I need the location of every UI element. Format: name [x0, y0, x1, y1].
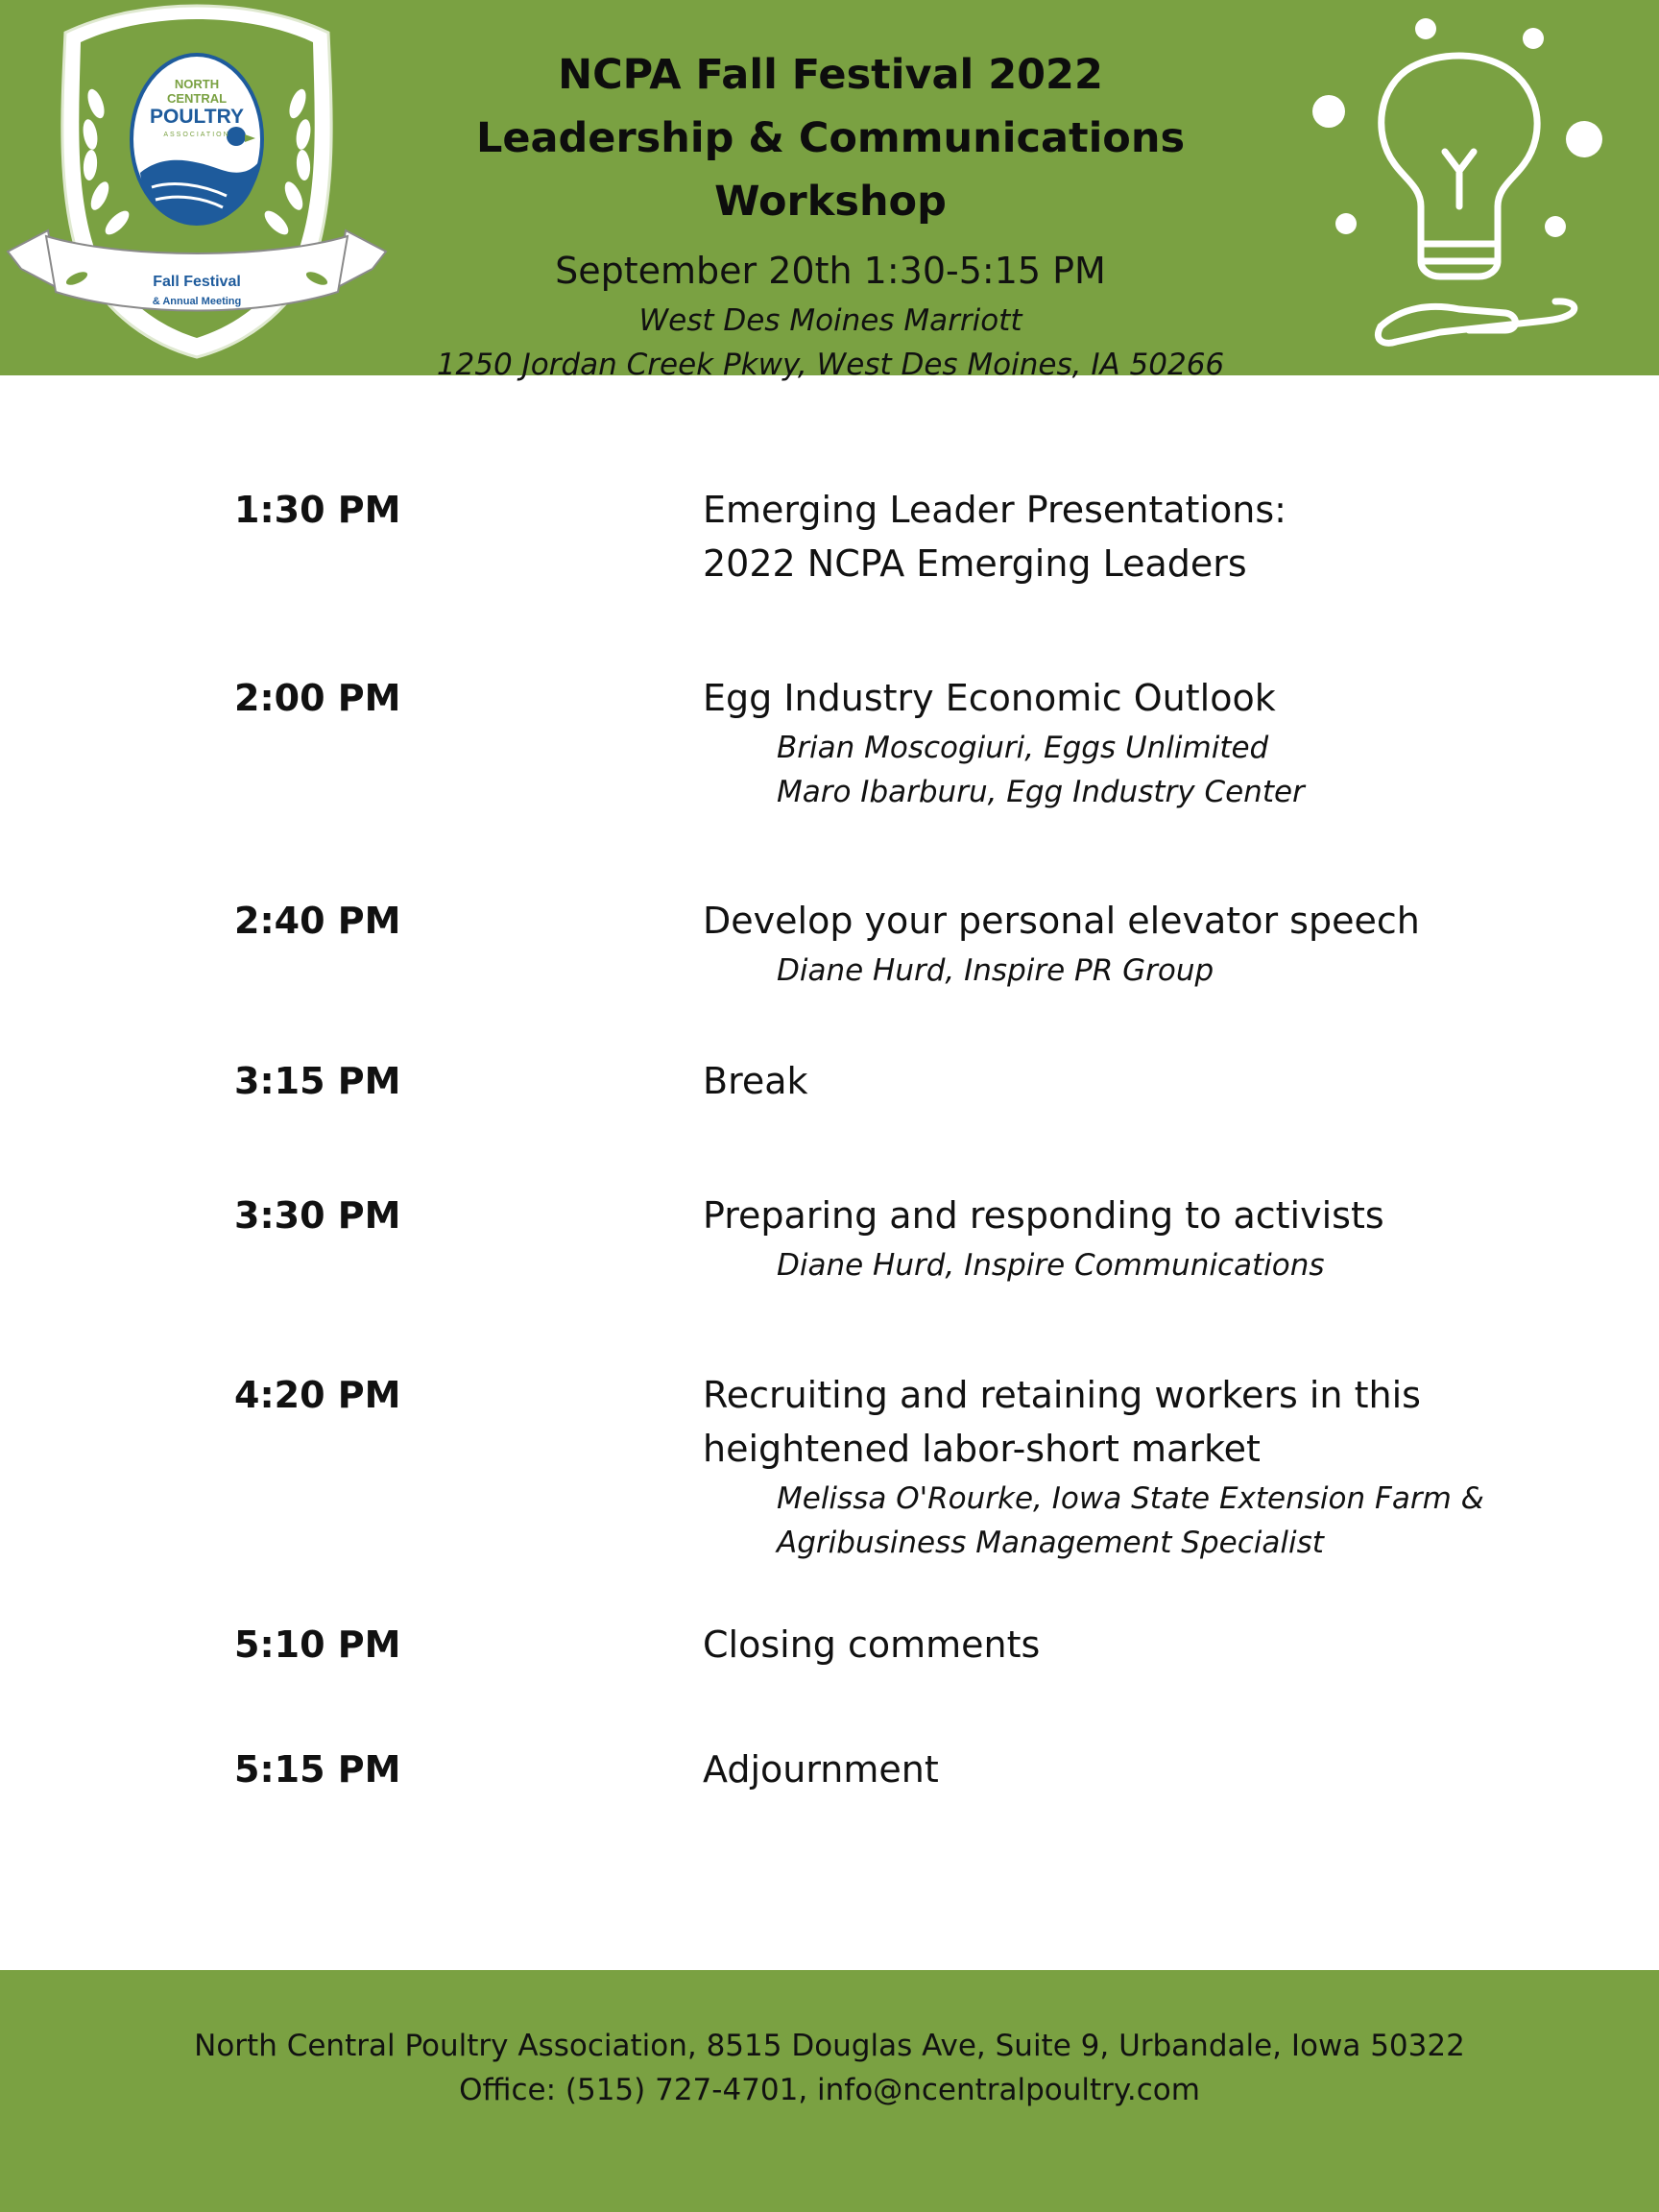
header-banner: [0, 0, 1659, 382]
speaker-line: Agribusiness Management Specialist: [777, 1526, 1324, 1560]
logo-text-poultry: POULTRY: [150, 106, 244, 128]
agenda-title: [703, 1743, 1548, 1796]
agenda-title-line: Adjournment: [703, 1748, 939, 1791]
logo-text-north: NORTH: [174, 77, 220, 91]
logo-ribbon-fall-festival: Fall Festival: [153, 274, 241, 290]
agenda-title: [703, 1054, 1548, 1108]
event-address: 1250 Jordan Creek Pkwy, West Des Moines, IA 50266: [436, 348, 1225, 382]
agenda-title-line: Egg Industry Economic Outlook: [703, 677, 1276, 719]
speaker-line: Diane Hurd, Inspire PR Group: [777, 953, 1214, 988]
agenda-time: 2:00 PM: [234, 677, 401, 719]
speaker-line: Diane Hurd, Inspire Communications: [777, 1248, 1325, 1283]
logo-text-central: CENTRAL: [166, 91, 228, 106]
event-title: NCPA Fall Festival 2022: [558, 51, 1103, 99]
logo-ribbon-annual-meeting: & Annual Meeting: [152, 296, 242, 307]
agenda-title: [703, 483, 1548, 590]
agenda-time: 5:15 PM: [234, 1748, 401, 1791]
agenda-title: [703, 671, 1548, 725]
logo-text-association: ASSOCIATION: [163, 132, 230, 138]
speaker-line: Melissa O'Rourke, Iowa State Extension Farm &: [777, 1481, 1484, 1516]
agenda-title-line: Closing comments: [703, 1623, 1041, 1666]
agenda-title: [703, 1189, 1548, 1242]
footer-address: North Central Poultry Association, 8515 Douglas Ave, Suite 9, Urbandale, Iowa 50322: [194, 2029, 1465, 2063]
agenda-speakers: [777, 726, 1593, 814]
agenda-time: 5:10 PM: [234, 1623, 401, 1666]
agenda-title: [703, 1618, 1548, 1671]
agenda-title-line: Preparing and responding to activists: [703, 1194, 1384, 1237]
speaker-line: Brian Moscogiuri, Eggs Unlimited: [777, 731, 1269, 765]
agenda-title-line: Recruiting and retaining workers in this: [703, 1374, 1421, 1416]
footer-phone-email: Office: (515) 727-4701, info@ncentralpoultry.com: [459, 2073, 1200, 2107]
agenda-title-line: heightened labor-short market: [703, 1428, 1261, 1470]
agenda-title-line: Break: [703, 1060, 808, 1102]
workshop-title: Leadership & Communications Workshop: [475, 114, 1186, 226]
speaker-line: Maro Ibarburu, Egg Industry Center: [777, 775, 1305, 809]
header-text-block: [355, 43, 1306, 387]
agenda-title-line: Develop your personal elevator speech: [703, 900, 1420, 942]
agenda-speakers: [777, 1243, 1593, 1287]
ncpa-fall-festival-logo: [0, 0, 394, 375]
agenda-time: 3:30 PM: [234, 1194, 401, 1237]
event-venue: West Des Moines Marriott: [638, 303, 1022, 338]
lightbulb-icon: [1296, 10, 1613, 355]
agenda-time: 2:40 PM: [234, 900, 401, 942]
footer-banner: [0, 1970, 1659, 2212]
footer-contact: [0, 2024, 1659, 2112]
agenda-speakers: [777, 1477, 1593, 1565]
agenda-title: [703, 1368, 1548, 1476]
agenda-time: 3:15 PM: [234, 1060, 401, 1102]
agenda-title-line: Emerging Leader Presentations:: [703, 489, 1286, 531]
agenda-time: 4:20 PM: [234, 1374, 401, 1416]
event-date: September 20th 1:30-5:15 PM: [555, 250, 1106, 292]
agenda-title-line: 2022 NCPA Emerging Leaders: [703, 542, 1247, 585]
agenda-time: 1:30 PM: [234, 489, 401, 531]
agenda-speakers: [777, 949, 1593, 993]
agenda-title: [703, 894, 1548, 948]
